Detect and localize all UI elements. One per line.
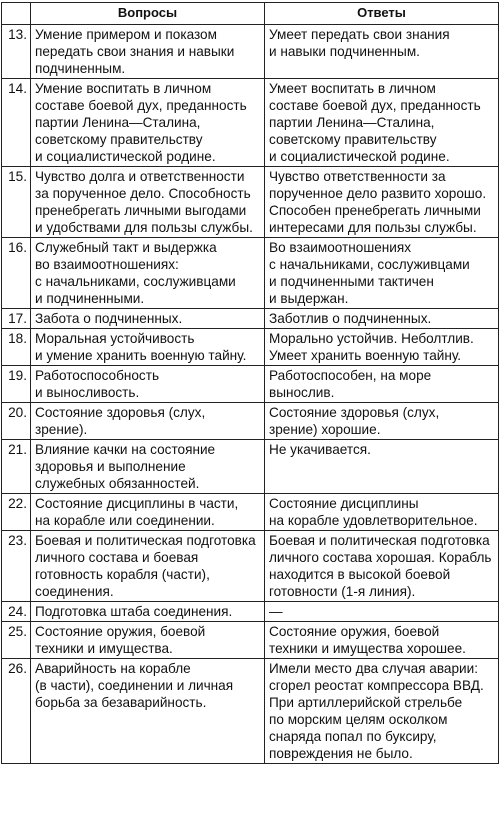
table-row [2, 309, 499, 329]
row-answer: Не укачивается. [265, 440, 499, 494]
questions-answers-table [1, 2, 499, 764]
table-row [2, 79, 499, 167]
row-question: Состояние дисциплины в части, на корабле или соединении. [31, 494, 265, 531]
row-answer: Умеет передать свои знания и навыки подчиненным. [265, 25, 499, 79]
row-answer: Боевая и политическая подготовка личного состава хорошая. Корабль находится в высокой боевой готовности (1-я линия). [265, 531, 499, 602]
row-number: 23. [2, 531, 31, 602]
row-question: Работоспособность и выносливость. [31, 366, 265, 403]
table-row [2, 622, 499, 659]
row-number: 19. [2, 366, 31, 403]
table-row [2, 659, 499, 764]
row-question: Забота о подчиненных. [31, 309, 265, 329]
row-answer: Состояние оружия, боевой техники и имущества хорошее. [265, 622, 499, 659]
table-body [2, 25, 499, 764]
table-row [2, 329, 499, 366]
row-number: 18. [2, 329, 31, 366]
table-row [2, 238, 499, 309]
row-question: Моральная устойчивость и умение хранить военную тайну. [31, 329, 265, 366]
row-number: 15. [2, 167, 31, 238]
row-answer: Работоспособен, на море вынослив. [265, 366, 499, 403]
row-question: Умение воспитать в личном составе боевой дух, преданность партии Ленина—Сталина, советскому правительству и социалистической родине. [31, 79, 265, 167]
row-answer: Морально устойчив. Неболтлив. Умеет хранить военную тайну. [265, 329, 499, 366]
row-question: Служебный такт и выдержка во взаимоотношениях: с начальниками, сослуживцами и подчиненными. [31, 238, 265, 309]
row-question: Состояние оружия, боевой техники и имущества. [31, 622, 265, 659]
table-header-row [2, 3, 499, 25]
row-answer: Умеет воспитать в личном составе боевой дух, преданность партии Ленина—Сталина, советскому правительству и социалистической родине. [265, 79, 499, 167]
table-row [2, 440, 499, 494]
row-answer: Во взаимоотношениях с начальниками, сослуживцами и подчиненными тактичен и выдержан. [265, 238, 499, 309]
row-question: Аварийность на корабле (в части), соединении и личная борьба за безаварийность. [31, 659, 265, 764]
row-number: 25. [2, 622, 31, 659]
header-answers: Ответы [265, 3, 499, 25]
table-row [2, 531, 499, 602]
row-number: 14. [2, 79, 31, 167]
row-number: 13. [2, 25, 31, 79]
row-question: Состояние здоровья (слух, зрение). [31, 403, 265, 440]
row-number: 24. [2, 602, 31, 622]
table-row [2, 602, 499, 622]
row-number: 17. [2, 309, 31, 329]
row-number: 22. [2, 494, 31, 531]
row-question: Боевая и политическая подготовка личного состава и боевая готовность корабля (части), соединения. [31, 531, 265, 602]
row-question: Влияние качки на состояние здоровья и выполнение служебных обязанностей. [31, 440, 265, 494]
row-answer: Заботлив о подчиненных. [265, 309, 499, 329]
table-row [2, 494, 499, 531]
row-number: 21. [2, 440, 31, 494]
header-questions: Вопросы [31, 3, 265, 25]
table-row [2, 25, 499, 79]
table-row [2, 366, 499, 403]
row-answer: — [265, 602, 499, 622]
row-answer: Имели место два случая аварии: сгорел реостат компрессора ВВД. При артиллерийской стрельбе по морским целям осколком снаряда попал по буксиру, повреждения не было. [265, 659, 499, 764]
row-number: 20. [2, 403, 31, 440]
table-row [2, 403, 499, 440]
row-question: Умение примером и показом передать свои знания и навыки подчиненным. [31, 25, 265, 79]
row-answer: Состояние дисциплины на корабле удовлетворительное. [265, 494, 499, 531]
row-answer: Чувство ответственности за порученное дело развито хорошо. Способен пренебрегать личными интересами для пользы службы. [265, 167, 499, 238]
row-answer: Состояние здоровья (слух, зрение) хорошие. [265, 403, 499, 440]
row-number: 16. [2, 238, 31, 309]
table-row [2, 167, 499, 238]
row-number: 26. [2, 659, 31, 764]
row-question: Подготовка штаба соединения. [31, 602, 265, 622]
row-question: Чувство долга и ответственности за порученное дело. Способность пренебрегать личными выгодами и удобствами для пользы службы. [31, 167, 265, 238]
header-number [2, 3, 31, 25]
